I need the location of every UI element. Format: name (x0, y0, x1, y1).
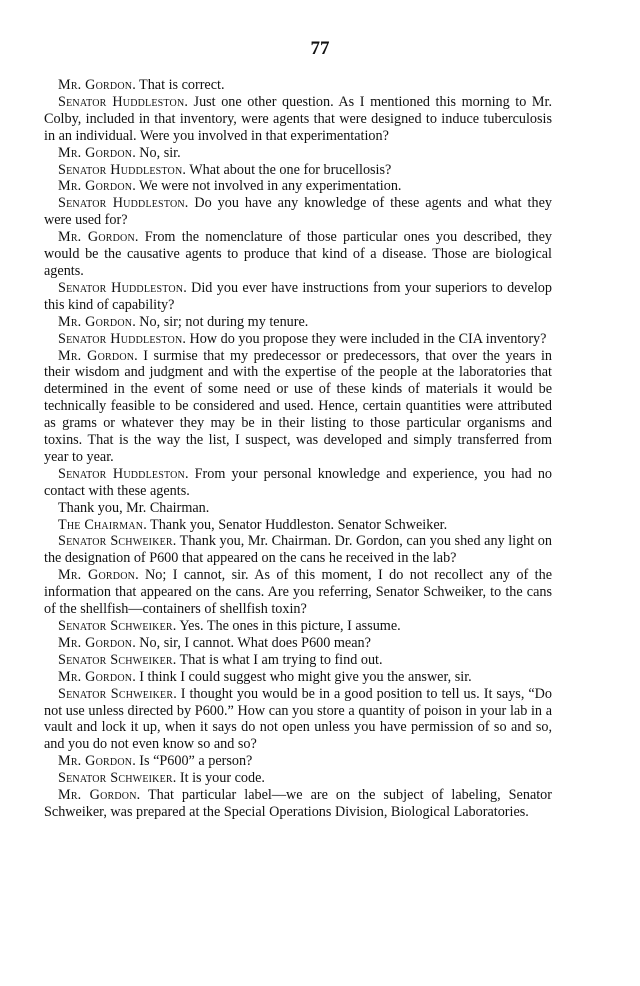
dialogue-text: I surmise that my predecessor or predecessors, that over the years in their wisdom and judgment and with the expertise of the people at the laboratories that determined in the event of some need or use of these kinds of materials it would be technically feasible to be considered and used. Hence, certain quantities were attributed as grams or whatever they may be in their listing to those particular organisms and toxins. That is the way the list, I suspect, was developed and simply transferred from year to year. (44, 347, 553, 465)
dialogue-text: From the nomenclature of those particular ones you described, they would be the causative agents to produce that kind of a disease. Those are biological agents. (44, 229, 553, 279)
speaker-name: Mr. Gordon (58, 567, 136, 584)
dialogue-paragraph: Senator Schweiker. It is your code. (58, 770, 265, 787)
dialogue-paragraph: Senator Schweiker. That is what I am trying to find out. (58, 651, 383, 668)
dialogue-paragraph: Senator Huddleston. Do you have any knowledge of these agents and what they were used for? (44, 195, 552, 229)
dialogue-paragraph: Mr. Gordon. That particular label—we are on the subject of labeling, Senator Schweiker, was prepared at the Special Operations Division, Biological Laboratories. (44, 787, 552, 820)
dialogue-text: How do you propose they were included in the CIA inventory? (189, 330, 547, 347)
dialogue-paragraph: Senator Huddleston. Just one other question. As I mentioned this morning to Mr. Colby, included in that inventory, were agents that were designed to induce tuberculosis in an individual. Were you involved in that experimentation? (44, 93, 553, 144)
dialogue-text: That is correct. (139, 77, 225, 93)
transcript-body (44, 77, 552, 821)
speaker-name: Senator Huddleston (58, 195, 185, 212)
speaker-name: Mr. Gordon (58, 347, 135, 364)
dialogue-paragraph: Senator Schweiker. Yes. The ones in this picture, I assume. (58, 618, 401, 634)
page-number: 77 (310, 38, 330, 59)
dialogue-text: From your personal knowledge and experience, you had no contact with these agents. (44, 465, 553, 499)
speaker-name: Mr. Gordon (58, 787, 137, 804)
dialogue-text: No; I cannot, sir. As of this moment, I do not recollect any of the information that appeared on the cans. Are you referring, Senator Schweiker, to the cans of the shellfish—containers of shellfish toxin? (44, 567, 553, 618)
speaker-name: The Chairman (58, 516, 144, 533)
speaker-name: Senator Huddleston (58, 93, 185, 110)
dialogue-paragraph: Mr. Gordon. No, sir, I cannot. What does P600 mean? (58, 634, 371, 651)
dialogue-text: It is your code. (179, 770, 265, 787)
dialogue-paragraph: Mr. Gordon. I think I could suggest who might give you the answer, sir. (58, 668, 472, 685)
dialogue-text: That particular label—we are on the subject of labeling, Senator Schweiker, was prepared at the Special Operations Division, Biological Laboratories. (44, 787, 552, 820)
dialogue-paragraph: Mr. Gordon. We were not involved in any experimentation. (58, 178, 402, 195)
dialogue-text: Yes. The ones in this picture, I assume. (179, 618, 401, 634)
dialogue-text: Thank you, Mr. Chairman. Dr. Gordon, can you shed any light on the designation of P600 that appeared on the cans he received in the lab? (44, 533, 552, 567)
speaker-name: Mr. Gordon (58, 229, 135, 246)
speaker-name: Senator Schweiker (58, 618, 173, 634)
speaker-name: Mr. Gordon (58, 668, 133, 685)
speaker-name: Mr. Gordon (58, 77, 133, 93)
speaker-name: Senator Schweiker (58, 770, 173, 787)
dialogue-paragraph: Mr. Gordon. I surmise that my predecessor or predecessors, that over the years in their wisdom and judgment and with the expertise of the people at the laboratories that determined in the event of some need or use of these kinds of materials it would be technically feasible to be considered and used. Hence, certain quantities were attributed as grams or whatever they may be in their listing to those particular organisms and toxins. That is the way the list, I suspect, was developed and simply transferred from year to year. (44, 347, 553, 465)
dialogue-paragraph: Senator Huddleston. Did you ever have instructions from your superiors to develop this kind of capability? (44, 279, 552, 313)
dialogue-paragraph: Senator Huddleston. What about the one for brucellosis? (58, 161, 392, 178)
dialogue-text: I think I could suggest who might give you the answer, sir. (139, 668, 472, 685)
dialogue-text: No, sir; not during my tenure. (139, 313, 309, 330)
speaker-name: Senator Schweiker (58, 685, 174, 702)
speaker-name: Mr. Gordon (58, 144, 133, 161)
dialogue-text: Is “P600” a person? (139, 753, 253, 770)
dialogue-text: I thought you would be in a good position to tell us. It says, “Do not use unless directed by P600.” How can you store a quantity of poison in your lab in a vault and lock it up, when it says do not open unless you have permission of so and so, and you do not even know so and so? (44, 685, 553, 753)
dialogue-paragraph: Senator Huddleston. How do you propose they were included in the CIA inventory? (58, 330, 547, 347)
speaker-name: Mr. Gordon (58, 313, 133, 330)
dialogue-text: That is what I am trying to find out. (179, 651, 383, 668)
dialogue-text: We were not involved in any experimentation. (139, 178, 402, 195)
dialogue-paragraph: Mr. Gordon. That is correct. (58, 77, 225, 93)
dialogue-text: What about the one for brucellosis? (189, 161, 392, 178)
speaker-name: Senator Huddleston (58, 279, 184, 296)
dialogue-paragraph: Mr. Gordon. Is “P600” a person? (58, 753, 253, 770)
speaker-name: Mr. Gordon (58, 178, 133, 195)
speaker-name: Senator Schweiker (58, 533, 173, 550)
dialogue-paragraph: Senator Schweiker. Thank you, Mr. Chairman. Dr. Gordon, can you shed any light on the designation of P600 that appeared on the cans he received in the lab? (44, 533, 552, 567)
dialogue-text: Do you have any knowledge of these agents and what they were used for? (44, 195, 552, 229)
dialogue-paragraph: The Chairman. Thank you, Senator Huddleston. Senator Schweiker. (58, 516, 448, 533)
dialogue-paragraph: Mr. Gordon. From the nomenclature of those particular ones you described, they would be the causative agents to produce that kind of a disease. Those are biological agents. (44, 229, 553, 279)
dialogue-paragraph: Mr. Gordon. No, sir. (58, 144, 181, 161)
dialogue-paragraph: Mr. Gordon. No, sir; not during my tenure. (58, 313, 309, 330)
dialogue-text: Did you ever have instructions from your superiors to develop this kind of capability? (44, 279, 552, 313)
dialogue-paragraph: Mr. Gordon. No; I cannot, sir. As of this moment, I do not recollect any of the information that appeared on the cans. Are you referring, Senator Schweiker, to the cans of the shellfish—containers of shellfish toxin? (44, 567, 553, 618)
speaker-name: Senator Schweiker (58, 651, 173, 668)
dialogue-text: No, sir. (139, 144, 181, 161)
dialogue-paragraph: Senator Huddleston. From your personal knowledge and experience, you had no contact with these agents. (44, 465, 553, 499)
dialogue-text: No, sir, I cannot. What does P600 mean? (139, 634, 371, 651)
speaker-name: Mr. Gordon (58, 753, 133, 770)
speaker-name: Senator Huddleston (58, 161, 183, 178)
dialogue-text: Thank you, Mr. Chairman. (58, 499, 210, 516)
dialogue-text: Just one other question. As I mentioned this morning to Mr. Colby, included in that inventory, were agents that were designed to induce tuberculosis in an individual. Were you involved in that experimentation? (44, 93, 553, 144)
dialogue-paragraph (44, 500, 552, 517)
speaker-name: Mr. Gordon (58, 634, 133, 651)
dialogue-text: Thank you, Senator Huddleston. Senator Schweiker. (150, 516, 448, 533)
speaker-name: Senator Huddleston (58, 465, 185, 482)
speaker-name: Senator Huddleston (58, 330, 183, 347)
dialogue-paragraph: Senator Schweiker. I thought you would be in a good position to tell us. It says, “Do not use unless directed by P600.” How can you store a quantity of poison in your lab in a vault and lock it up, when it says do not open unless you have permission of so and so, and you do not even know so and so? (44, 685, 553, 753)
